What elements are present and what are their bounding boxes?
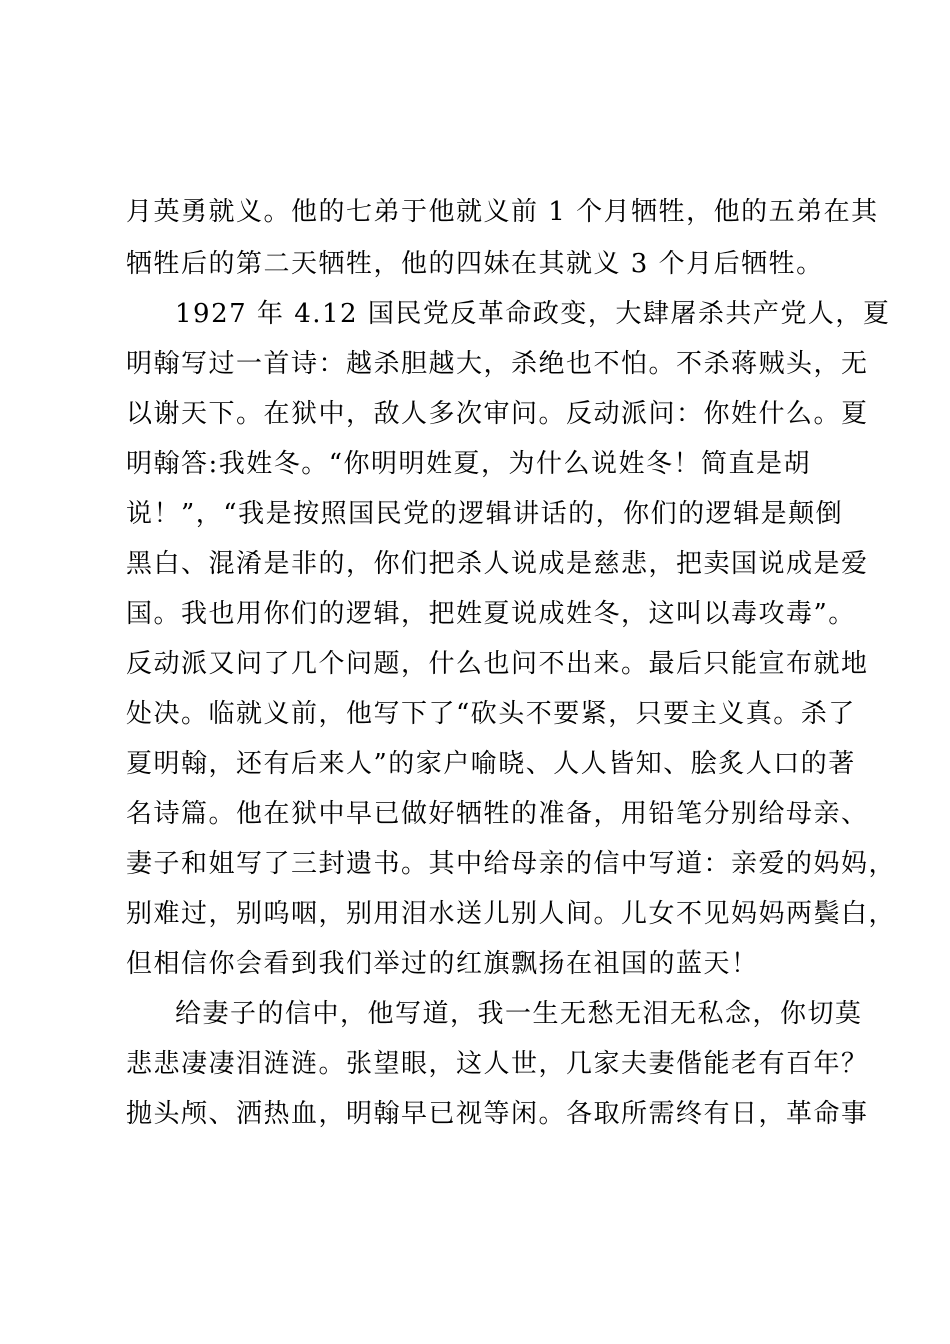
text-line: 悲悲凄凄泪涟涟。张望眼，这人世，几家夫妻偕能老有百年？	[126, 1049, 869, 1079]
paragraph-first-line: 1927 年 4.12 国民党反革命政变，大肆屠杀共产党人，夏	[175, 299, 891, 329]
text-line: 月英勇就义。他的七弟于他就义前 1 个月牺牲，他的五弟在其	[126, 197, 879, 227]
text-line: 妻子和姐写了三封遗书。其中给母亲的信中写道：亲爱的妈妈，	[126, 849, 897, 879]
text-line: 明翰写过一首诗：越杀胆越大，杀绝也不怕。不杀蒋贼头，无	[126, 349, 869, 379]
text-line: 别难过，别呜咽，别用泪水送儿别人间。儿女不见妈妈两鬓白，	[126, 899, 897, 929]
paragraph-first-line: 给妻子的信中，他写道，我一生无愁无泪无私念，你切莫	[175, 999, 863, 1029]
text-line: 明翰答:我姓冬。“你明明姓夏，为什么说姓冬！简直是胡	[126, 449, 812, 479]
text-line: 说！”，“我是按照国民党的逻辑讲话的，你们的逻辑是颠倒	[126, 499, 844, 529]
text-line: 名诗篇。他在狱中早已做好牺牲的准备，用铅笔分别给母亲、	[126, 799, 869, 829]
text-line: 以谢天下。在狱中，敌人多次审问。反动派问：你姓什么。夏	[126, 399, 869, 429]
text-line: 处决。临就义前，他写下了“砍头不要紧，只要主义真。杀了	[126, 699, 856, 729]
text-line: 牺牲后的第二天牺牲，他的四妹在其就义 3 个月后牺牲。	[126, 249, 824, 279]
text-line: 抛头颅、洒热血，明翰早已视等闲。各取所需终有日，革命事	[126, 1099, 869, 1129]
text-line: 国。我也用你们的逻辑，把姓夏说成姓冬，这叫以毒攻毒”。	[126, 599, 856, 629]
text-line: 反动派又问了几个问题，什么也问不出来。最后只能宣布就地	[126, 649, 869, 679]
text-line: 但相信你会看到我们举过的红旗飘扬在祖国的蓝天！	[126, 949, 759, 979]
text-line: 夏明翰，还有后来人”的家户喻晓、人人皆知、脍炙人口的著	[126, 749, 856, 779]
text-line: 黑白、混淆是非的，你们把杀人说成是慈悲，把卖国说成是爱	[126, 549, 869, 579]
